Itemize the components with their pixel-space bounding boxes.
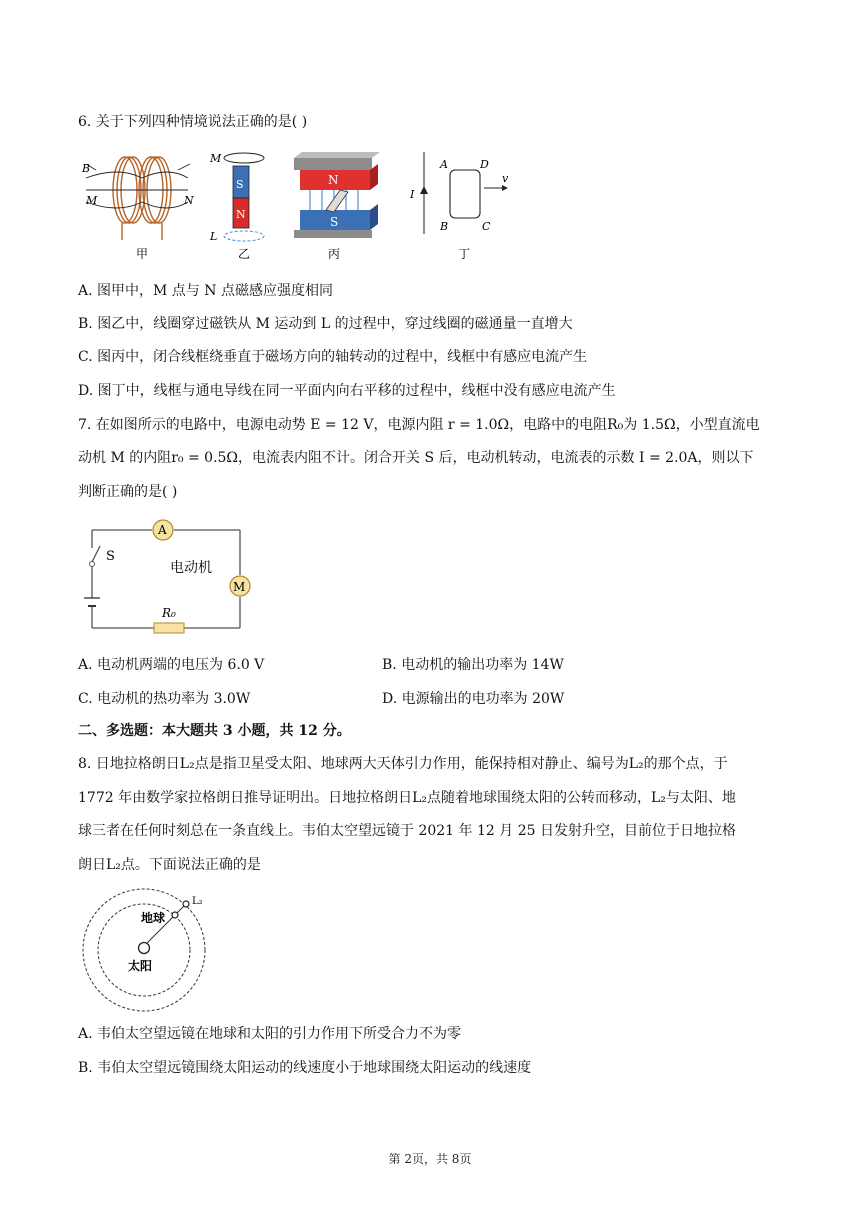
ding-label-i: I [410,188,415,201]
ammeter-label: A [158,523,167,537]
yi-label-l: L [210,230,218,243]
ding-label-c: C [482,220,491,233]
ding-label-b: B [440,220,449,233]
page-footer: 第 2页，共 8页 [388,1152,472,1166]
figure-ding [409,152,509,261]
caption-bing: 丙 [328,247,341,261]
earth-label: 地球 [141,911,166,925]
jia-label-m: M [86,194,98,207]
q8-orbit-figure [78,888,218,1012]
q6-option-d: D. 图丁中，线框与通电导线在同一平面内向右平移的过程中，线框中没有感应电流产生 [78,383,616,399]
q8-stem-line-3: 球三者在任何时刻总在一条直线上。韦伯太空望远镜于 2021 年 12 月 25 日发射升空，目前位于日地拉格 [78,823,736,839]
q6-stem: 6. 关于下列四种情境说法正确的是( ) [78,114,308,130]
figure-yi [209,152,264,261]
motor-label: M [233,580,246,594]
q8-stem-line-4: 朗日L₂点。下面说法正确的是 [78,857,261,873]
figure-bing [294,152,380,261]
l2-label: L₂ [192,896,203,907]
bing-label-s: S [330,215,339,229]
bing-label-n: N [328,173,339,187]
yi-label-m: M [210,152,222,165]
q7-option-d: D. 电源输出的电功率为 20W [382,691,565,707]
switch-label: S [106,549,115,564]
q7-stem-line-3: 判断正确的是( ) [78,484,178,500]
q8-stem-line-2: 1772 年由数学家拉格朗日推导证明出。日地拉格朗日L₂点随着地球围绕太阳的公转而移动，L₂与太阳、地 [78,790,736,806]
q7-stem-line-1: 7. 在如图所示的电路中，电源电动势 E = 12 V，电源内阻 r = 1.0Ω，电路中的电阻R₀为 1.5Ω，小型直流电 [78,417,760,433]
resistor-label: R₀ [162,606,176,620]
ding-label-v: v [502,172,509,185]
caption-yi: 乙 [238,247,251,261]
sun-label: 太阳 [128,959,153,973]
q8-option-b: B. 韦伯太空望远镜围绕太阳运动的线速度小于地球围绕太阳运动的线速度 [78,1060,532,1076]
motor-text: 电动机 [170,560,212,576]
q7-option-a: A. 电动机两端的电压为 6.0 V [78,657,265,673]
section-heading: 二、多选题：本大题共 3 小题，共 12 分。 [78,723,351,739]
figure-jia [81,157,194,261]
q8-stem-line-1: 8. 日地拉格朗日L₂点是指卫星受太阳、地球两大天体引力作用，能保持相对静止、编号为L₂的那个点，于 [78,756,728,772]
ding-label-d: D [480,158,489,171]
caption-ding: 丁 [458,247,471,261]
jia-label-b: B [82,162,91,175]
q7-circuit-figure [78,518,268,638]
q6-figures [78,148,538,268]
ding-label-a: A [440,158,448,171]
q8-option-a: A. 韦伯太空望远镜在地球和太阳的引力作用下所受合力不为零 [78,1026,462,1042]
yi-label-s: S [236,178,244,191]
jia-label-n: N [184,194,194,207]
q6-option-b: B. 图乙中，线圈穿过磁铁从 M 运动到 L 的过程中，穿过线圈的磁通量一直增大 [78,316,573,332]
q6-option-c: C. 图丙中，闭合线框绕垂直于磁场方向的轴转动的过程中，线框中有感应电流产生 [78,349,588,365]
q6-option-a: A. 图甲中，M 点与 N 点磁感应强度相同 [78,283,333,299]
yi-label-n: N [236,208,246,221]
q7-stem-line-2: 动机 M 的内阻r₀ = 0.5Ω，电流表内阻不计。闭合开关 S 后，电动机转动，电流表的示数 I = 2.0A，则以下 [78,450,754,466]
q7-option-c: C. 电动机的热功率为 3.0W [78,691,251,707]
q7-option-b: B. 电动机的输出功率为 14W [382,657,564,673]
caption-jia: 甲 [136,247,149,261]
